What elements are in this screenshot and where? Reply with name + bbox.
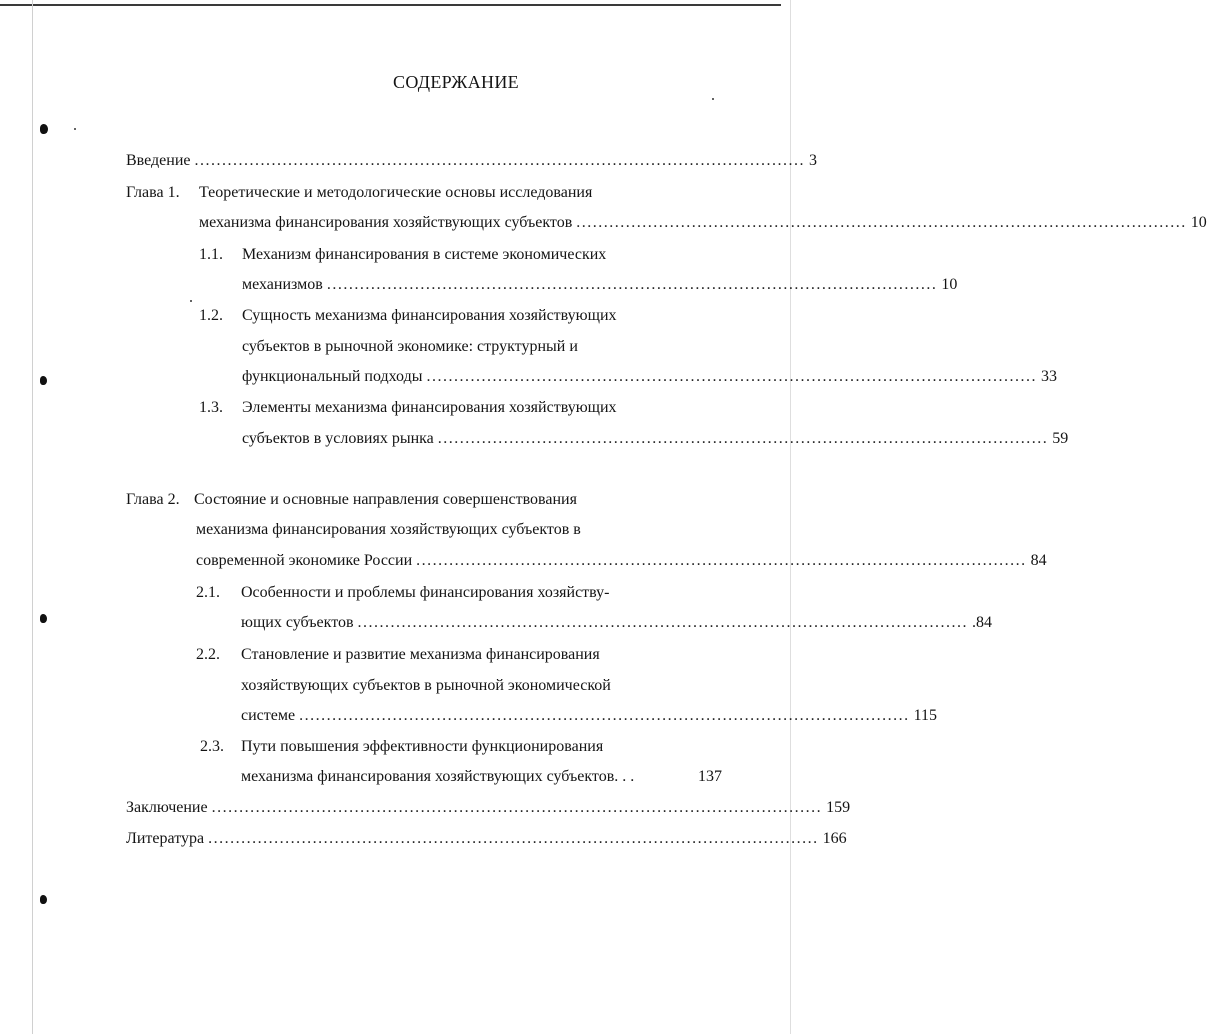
section-number: 1.3.: [199, 399, 223, 416]
toc-entry-chapter-2[interactable]: [196, 551, 1047, 571]
dot-leader: ...............................................................................................................: [299, 707, 910, 724]
chapter-2-label: Глава 2.: [126, 491, 180, 508]
page-number: 10: [1190, 214, 1207, 231]
section-title-line: Элементы механизма финансирования хозяйствующих: [242, 399, 617, 416]
toc-entry-label: субъектов в условиях рынка: [242, 430, 434, 447]
dot-leader: ...............................................................................................................: [437, 430, 1049, 447]
top-border-rule: [0, 4, 781, 6]
dot-leader: ...............................................................................................................: [208, 830, 819, 847]
toc-entry-label: ющих субъектов: [241, 614, 354, 631]
toc-entry-section-1-2[interactable]: [242, 367, 1057, 387]
dot-leader: ...............................................................................................................: [576, 214, 1187, 231]
toc-entry-label: функциональный подходы: [242, 368, 423, 385]
page-title: СОДЕРЖАНИЕ: [393, 72, 519, 92]
page-number: 84: [1030, 552, 1047, 569]
section-number: 2.2.: [196, 646, 220, 663]
binding-hole-mark: [40, 376, 47, 385]
toc-entry-conclusion[interactable]: [126, 798, 851, 818]
toc-entry-section-2-1[interactable]: [241, 613, 993, 633]
toc-entry-label: системе: [241, 707, 296, 724]
toc-entry-section-2-3[interactable]: [241, 767, 722, 787]
section-number: 2.1.: [196, 584, 220, 601]
dot-leader: ...............................................................................................................: [211, 799, 823, 816]
left-margin-rule: [32, 0, 33, 1034]
page-number: 10: [941, 276, 958, 293]
toc-entry-label: Заключение: [126, 799, 208, 816]
section-title-line: Становление и развитие механизма финансирования: [241, 646, 600, 663]
page-number: 137: [698, 768, 722, 785]
toc-entry-intro[interactable]: [126, 151, 817, 171]
section-title-line: хозяйствующих субъектов в рыночной экономической: [241, 677, 611, 694]
section-title-line: Сущность механизма финансирования хозяйствующих: [242, 307, 617, 324]
scan-speck: [74, 128, 76, 130]
page-number: 33: [1040, 368, 1057, 385]
page-number: 159: [826, 799, 851, 816]
page-number: 166: [822, 830, 847, 847]
toc-entry-label: Литература: [126, 830, 205, 847]
toc-entry-label: механизма финансирования хозяйствующих субъектов: [199, 214, 573, 231]
section-title-line: Механизм финансирования в системе экономических: [242, 246, 607, 263]
toc-entry-section-1-3[interactable]: [242, 429, 1069, 449]
scan-speck: [712, 98, 714, 100]
toc-entry-label: механизмов: [242, 276, 323, 293]
section-title-line: Пути повышения эффективности функционирования: [241, 738, 604, 755]
chapter-2-title-line: механизма финансирования хозяйствующих субъектов в: [196, 521, 581, 538]
toc-entry-section-2-2[interactable]: [241, 706, 937, 726]
dot-leader: ...............................................................................................................: [357, 614, 969, 631]
page-number: 3: [809, 152, 817, 169]
toc-entry-section-1-1[interactable]: [242, 275, 958, 295]
scan-speck: [190, 300, 192, 302]
toc-entry-literature[interactable]: [126, 829, 847, 849]
chapter-2-title-line: Состояние и основные направления совершенствования: [194, 491, 577, 508]
chapter-1-title-line: Теоретические и методологические основы исследования: [199, 184, 593, 201]
binding-hole-mark: [40, 614, 47, 623]
toc-entry-label: Введение: [126, 152, 191, 169]
dot-leader: ...............................................................................................................: [326, 276, 938, 293]
page-number: 59: [1052, 430, 1069, 447]
section-number: 1.2.: [199, 307, 223, 324]
toc-entry-label: механизма финансирования хозяйствующих субъектов. . .: [241, 768, 635, 785]
section-title-line: Особенности и проблемы финансирования хозяйству-: [241, 584, 610, 601]
toc-entry-chapter-1[interactable]: [199, 213, 1207, 233]
dot-leader: ...............................................................................................................: [426, 368, 1037, 385]
toc-entry-label: современной экономике России: [196, 552, 413, 569]
chapter-1-label: Глава 1.: [126, 184, 180, 201]
section-title-line: субъектов в рыночной экономике: структурный и: [242, 338, 578, 355]
dot-leader: ...............................................................................................................: [194, 152, 805, 169]
section-number: 1.1.: [199, 246, 223, 263]
dot-leader: ...............................................................................................................: [416, 552, 1027, 569]
binding-hole-mark: [40, 895, 47, 904]
binding-hole-mark: [40, 124, 48, 134]
page-number: 115: [913, 707, 937, 724]
section-number: 2.3.: [200, 738, 224, 755]
page-number: .84: [972, 614, 993, 631]
